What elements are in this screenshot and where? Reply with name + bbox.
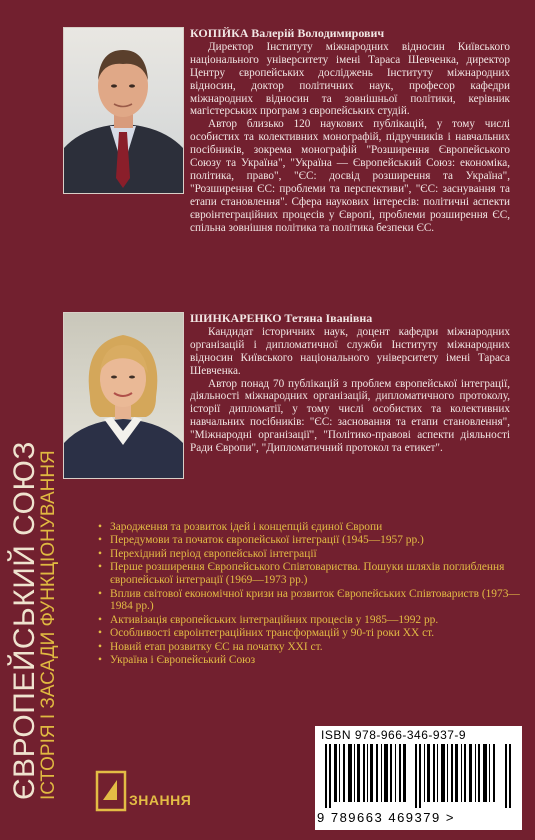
publisher-logo bbox=[95, 770, 205, 816]
bullet-icon: • bbox=[98, 613, 102, 626]
list-item: • Зародження та розвиток ідей і концепцій єдиної Європи bbox=[98, 521, 383, 533]
barcode-icon bbox=[321, 744, 517, 808]
isbn-barcode-block bbox=[315, 726, 522, 830]
publisher-name: ЗНАННЯ bbox=[129, 792, 192, 808]
book-subtitle: ІСТОРІЯ І ЗАСАДИ ФУНКЦІОНУВАННЯ bbox=[38, 450, 59, 800]
author2-paragraph: Кандидат історичних наук, доцент кафедри міжнародних організацій і дипломатичної служби Інституту міжнародних відносин Київського національного університету імені Тараса Шевченка. bbox=[190, 325, 510, 377]
author2-paragraph: Автор понад 70 публікацій з проблем європейської інтеграції, діяльності міжнародних організацій, дипломатичного протоколу, історії дипломатії, у тому числі особистих та колективних навчальних посібників: "ЄС: засновання та етапи становлення", "Міжнародні організації", "Політико-правові аспекти діяльності Ради Європи", "Дипломатичний протокол та етикет". bbox=[190, 377, 510, 455]
publisher-mark-icon bbox=[95, 770, 127, 812]
author1-given-name: Валерій Володимирович bbox=[251, 26, 385, 40]
isbn-number: ISBN 978-966-346-937-9 bbox=[321, 728, 467, 742]
author1-bio bbox=[190, 27, 510, 235]
spine-title-block bbox=[0, 0, 62, 840]
bullet-icon: • bbox=[98, 587, 102, 600]
list-item: • Перехідний період європейської інтеграції bbox=[98, 547, 317, 560]
list-item: • Перше розширення Європейського Співтовариства. Пошуки шляхів поглиблення європейської інтеграції (1969—1973 рр.) bbox=[98, 561, 505, 587]
list-item: • Активізація європейських інтеграційних процесів у 1985—1992 рр. bbox=[98, 613, 439, 626]
list-item: • Новий етап розвитку ЄС на початку ХХІ ст. bbox=[98, 640, 323, 653]
book-title: ЄВРОПЕЙСЬКИЙ СОЮЗ bbox=[8, 441, 41, 800]
bullet-icon: • bbox=[98, 561, 102, 574]
list-item: • Україна і Європейський Союз bbox=[98, 654, 256, 667]
author2-given-name: Тетяна Іванівна bbox=[284, 311, 373, 325]
bullet-icon: • bbox=[98, 534, 102, 547]
author1-paragraph: Директор Інституту міжнародних відносин Київського національного університету імені Тараса Шевченка, директор Центру європейських досліджень Інституту міжнародних відносин, доктор політичних наук, професор кафедри міжнародних відносин та зовнішньої політики, керівник магістерських програм з європейських студій. bbox=[190, 40, 510, 118]
author1-surname: КОПІЙКА bbox=[190, 26, 249, 40]
list-item: • Передумови та початок європейської інтеграції (1945—1957 рр.) bbox=[98, 534, 424, 547]
bullet-icon: • bbox=[98, 627, 102, 640]
bullet-icon: • bbox=[98, 654, 102, 667]
bullet-icon: • bbox=[98, 521, 102, 533]
contents-list bbox=[98, 521, 523, 667]
ean-number: 9 789663 469379 > bbox=[317, 810, 455, 825]
author2-photo bbox=[63, 312, 184, 479]
bullet-icon: • bbox=[98, 640, 102, 653]
author1-photo bbox=[63, 27, 184, 194]
author2-surname: ШИНКАРЕНКО bbox=[190, 311, 282, 325]
author2-bio bbox=[190, 312, 510, 455]
author1-paragraph: Автор близько 120 наукових публікацій, у тому числі особистих та колективних монографій, підручників і навчальних посібників, зокрема монографій "Розширення Європейського Союзу та Україна", "Україна — Європейський Союз: економіка, політика, право", "ЄС: досвід розширення та Україна", "Розширення ЄС: проблеми та перспективи", "ЄС: заснування та етапи становлення". Сфера наукових інтересів: політичні аспекти євроінтеграційних процесів у Європі, проблеми розширення ЄС, спільна зовнішня політика та політика безпеки ЄС. bbox=[190, 118, 510, 234]
bullet-icon: • bbox=[98, 547, 102, 560]
list-item: • Особливості євроінтеграційних трансформацій у 90-ті роки ХХ ст. bbox=[98, 627, 435, 640]
list-item: • Вплив світової економічної кризи на розвиток Європейських Співтовариств (1973—1984 рр.) bbox=[98, 587, 520, 613]
